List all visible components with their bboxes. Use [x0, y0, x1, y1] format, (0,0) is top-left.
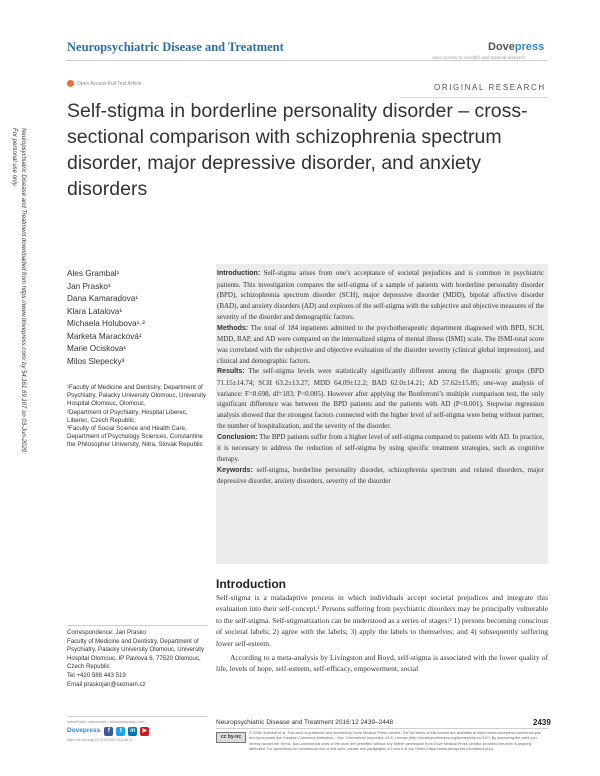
footer-divider: [67, 716, 207, 717]
correspondence-phone: Tel +420 588 443 519: [67, 671, 126, 679]
watermark-line1: Neuropsychiatric Disease and Treatment downloaded from https://www.dovepress.com/ by 54.161.69.107 on 03-Jun-2020: [20, 128, 26, 453]
author: Dana Kamaradova¹: [67, 294, 138, 303]
affiliations: [67, 384, 207, 450]
journal-citation: Neuropsychiatric Disease and Treatment 2016:12 2439–2448: [216, 719, 394, 726]
abstract-keywords: [217, 465, 544, 487]
article-type: ORIGINAL RESEARCH: [434, 83, 546, 92]
author: Milos Slepecky³: [67, 356, 125, 366]
open-access-text: Open Access Full Text Article: [77, 80, 142, 87]
journal-name[interactable]: Neuropsychiatric Disease and Treatment: [67, 40, 284, 54]
abstract-label: Keywords:: [217, 466, 253, 474]
abstract-text: The self-stigma levels were statistically significantly different among the diagnostic groups (BPD 71.15±14.74; SCH 63.2±13.27; MDD 64.09±12.2; BAD 62.0±14.21; AD 57.62±15.85; one-way analysis of variance: F=8.698, df=183; P<0.005). However after applying the Bonferroni’s multiple comparison test, the only significant difference was between the BPD patients and the patients with AD (P<0.001). Stepwise regression analysis showed that the strongest factors connected with the higher level of self-stigma were being without partner, the number of hospitalization, and the severity of the disorder.: [217, 367, 545, 430]
author: Marketa Maracková¹: [67, 331, 142, 341]
dovepress-logo[interactable]: [488, 41, 544, 53]
abstract-box: [216, 264, 548, 564]
header-divider: [66, 60, 548, 61]
dovepress-small-logo[interactable]: Dovepress: [67, 727, 101, 734]
brand-part2: press: [514, 41, 545, 53]
abstract-label: Results:: [217, 368, 245, 376]
abstract-conclusion: [217, 432, 544, 465]
download-watermark: [11, 128, 27, 568]
author-list: [67, 268, 207, 368]
abstract-label: Conclusion:: [217, 433, 258, 441]
affiliation: ¹Faculty of Medicine and Dentistry, Department of Psychiatry, Palacky University Olomouc, University Hospital Olomouc, Olomouc,: [67, 384, 207, 408]
youtube-icon[interactable]: ▶: [140, 727, 149, 736]
section-heading: Introduction: [216, 577, 286, 591]
paragraph: According to a meta-analysis by Livingston and Boyd, self-stigma is associated with the lower quality of life, levels of hope, self-esteem, self-efficacy, empowerment, social: [216, 653, 548, 674]
open-access-label: [67, 80, 141, 87]
abstract-label: Methods:: [217, 324, 249, 332]
paragraph: Self-stigma is a maladaptive process in which individuals accept societal prejudices and integrate this evaluation into their self-concept.¹ Persons suffering from psychiatric disorders may be principally vulnerable to the self-stigma. Self-stigmatization can be understood as a series of stages:² 1) persons becoming conscious of societal labels; 2) agree with the labels; 3) apply the labels to themselves; and 4) subsequently suffering lower self-esteem.: [216, 593, 548, 648]
license-text: © 2016 Grambal et al. This work is published and licensed by Dove Medical Press Limited. The full terms of this license are available at https://www.dovepress.com/terms.php and incorporate the Creative Commons Attribution – Non Commercial (unported, v3.0) License (http://creativecommons.org/licenses/by-nc/3.0/). By accessing the work you hereby accept the Terms. Non-commercial uses of the work are permitted without any further permission from Dove Medical Press Limited, provided the work is properly attributed. For permission for commercial use of this work, please see paragraphs 4.2 and 5 of our Terms (https://www.dovepress.com/terms.php).: [249, 731, 542, 751]
correspondence-name: Correspondence: Jan Prasko: [67, 629, 146, 636]
brand-part1: Dove: [488, 41, 515, 53]
introduction-body: [216, 592, 548, 675]
abstract-results: [217, 366, 544, 431]
cc-license-badge[interactable]: cc by-nc: [216, 732, 246, 743]
abstract-introduction: [217, 268, 544, 323]
social-links: [104, 727, 149, 736]
doi-link[interactable]: http://dx.doi.org/10.2147/NDT.S114671: [67, 737, 133, 742]
twitter-icon[interactable]: t: [116, 727, 125, 736]
correspondence-address: Faculty of Medicine and Dentistry, Department of Psychiatry, Palacky University Olomouc, University Hospital Olomouc, IP Pavlova 6, 77520 Olomouc, Czech Republic: [67, 637, 205, 671]
correspondence-email[interactable]: Email praskojan@seznam.cz: [67, 680, 146, 688]
footer-divider-right: [216, 728, 548, 729]
author: Marie Ociskova¹: [67, 344, 127, 353]
affiliation: ³Faculty of Social Science and Health Care, Department of Psychology Sciences, Constantine the Philosopher University, Nitra, Slovak Republic: [67, 425, 203, 449]
open-access-icon: [67, 80, 74, 87]
article-title: Self-stigma in borderline personality disorder – cross-sectional comparison with schizophrenia spectrum disorder, major depressive disorder, and anxiety disorders: [67, 100, 528, 200]
submit-manuscript-link[interactable]: submit your manuscript | www.dovepress.com: [67, 720, 145, 724]
brand-tagline: open access to scientific and medical research: [432, 55, 526, 60]
abstract-text: The total of 184 inpatients admitted to the psychotherapeutic department diagnosed with BPD, SCH, MDD, BAP, and AD were compared on the internalized stigma of mental illness (ISMI) scale. The ISMI-total score was correlated with the subjective and objective evaluation of the disorder severity (clinical global impression), and clinical and demographic factors.: [217, 323, 544, 365]
author: Michaela Holubova¹˒²: [67, 319, 145, 328]
watermark-line2: For personal use only.: [11, 128, 17, 187]
author: Jan Prasko¹: [67, 281, 111, 291]
correspondence-divider: [67, 625, 207, 626]
page-number: 2439: [533, 718, 551, 727]
abstract-text: Self-stigma arises from one’s acceptance of societal prejudices and is common in psychiatric patients. This investigation compares the self-stigma of a sample of patients with borderline personality disorder (BPD), schizophrenia spectrum disorder (SCH), major depressive disorder (MDD), bipolar affective disorder (BAD), and anxiety disorders (AD) and explores of the self-stigma with the subjective and objective measures of the severity of the disorder and demographic factors.: [217, 269, 544, 321]
linkedin-icon[interactable]: in: [130, 727, 136, 734]
abstract-methods: [217, 323, 544, 367]
author: Klara Latalova¹: [67, 306, 123, 316]
abstract-text: self-stigma, borderline personality disorder, schizophrenia spectrum and related disorders, major depressive disorder, anxiety disorders, severity of the disorder: [217, 465, 544, 486]
author: Ales Grambal¹: [67, 269, 120, 278]
affiliation: ²Department of Psychiatry, Hospital Liberec, Liberec, Czech Republic;: [67, 408, 188, 424]
facebook-icon[interactable]: f: [104, 727, 113, 736]
abstract-label: Introduction:: [217, 270, 261, 277]
correspondence: [67, 629, 209, 689]
abstract-text: The BPD patients suffer from a higher level of self-stigma compared to patients with AD. In practice, it is necessary to address the reduction of self-stigma by using specific treatment strategies, such as cognitive therapy.: [217, 432, 545, 463]
footer-left: [67, 720, 212, 743]
